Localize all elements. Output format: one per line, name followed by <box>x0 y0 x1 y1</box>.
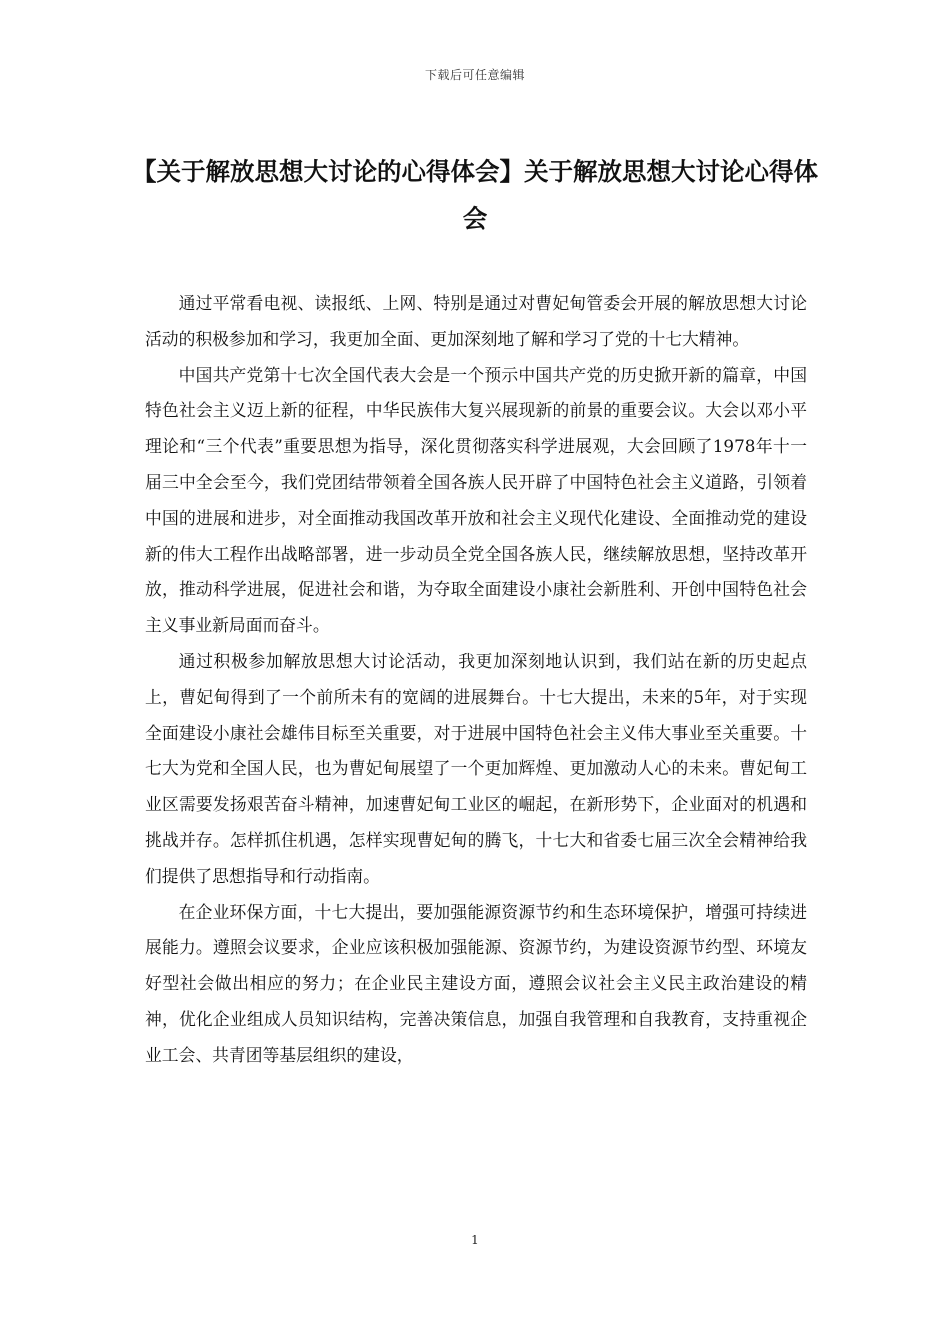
document-body <box>145 286 807 1074</box>
paragraph: 在企业环保方面，十七大提出，要加强能源资源节约和生态环境保护，增强可持续进展能力。遵照会议要求，企业应该积极加强能源、资源节约，为建设资源节约型、环境友好型社会做出相应的努力；在企业民主建设方面，遵照会议社会主义民主政治建设的精神，优化企业组成人员知识结构，完善决策信息，加强自我管理和自我教育，支持重视企业工会、共青团等基层组织的建设， <box>145 901 807 1065</box>
paragraph: 通过平常看电视、读报纸、上网、特别是通过对曹妃甸管委会开展的解放思想大讨论活动的积极参加和学习，我更加全面、更加深刻地了解和学习了党的十七大精神。 <box>145 293 807 349</box>
document-title: 【关于解放思想大讨论的心得体会】关于解放思想大讨论心得体会 <box>132 157 818 233</box>
page-number: 1 <box>471 1233 479 1247</box>
paragraph: 中国共产党第十七次全国代表大会是一个预示中国共产党的历史掀开新的篇章，中国特色社会主义迈上新的征程，中华民族伟大复兴展现新的前景的重要会议。大会以邓小平理论和“三个代表”重要思想为指导，深化贯彻落实科学进展观，大会回顾了1978年十一届三中全会至今，我们党团结带领着全国各族人民开辟了中国特色社会主义道路，引领着中国的进展和进步，对全面推动我国改革开放和社会主义现代化建设、全面推动党的建设新的伟大工程作出战略部署，进一步动员全党全国各族人民，继续解放思想，坚持改革开放，推动科学进展，促进社会和谐，为夺取全面建设小康社会新胜利、开创中国特色社会主义事业新局面而奋斗。 <box>145 364 807 636</box>
paragraph: 通过积极参加解放思想大讨论活动，我更加深刻地认识到，我们站在新的历史起点上，曹妃甸得到了一个前所未有的宽阔的进展舞台。十七大提出，未来的5年，对于实现全面建设小康社会雄伟目标至关重要，对于进展中国特色社会主义伟大事业至关重要。十七大为党和全国人民，也为曹妃甸展望了一个更加辉煌、更加激动人心的未来。曹妃甸工业区需要发扬艰苦奋斗精神，加速曹妃甸工业区的崛起，在新形势下，企业面对的机遇和挑战并存。怎样抓住机遇，怎样实现曹妃甸的腾飞，十七大和省委七届三次全会精神给我们提供了思想指导和行动指南。 <box>145 650 807 886</box>
page-header-note: 下载后可任意编辑 <box>424 68 525 82</box>
